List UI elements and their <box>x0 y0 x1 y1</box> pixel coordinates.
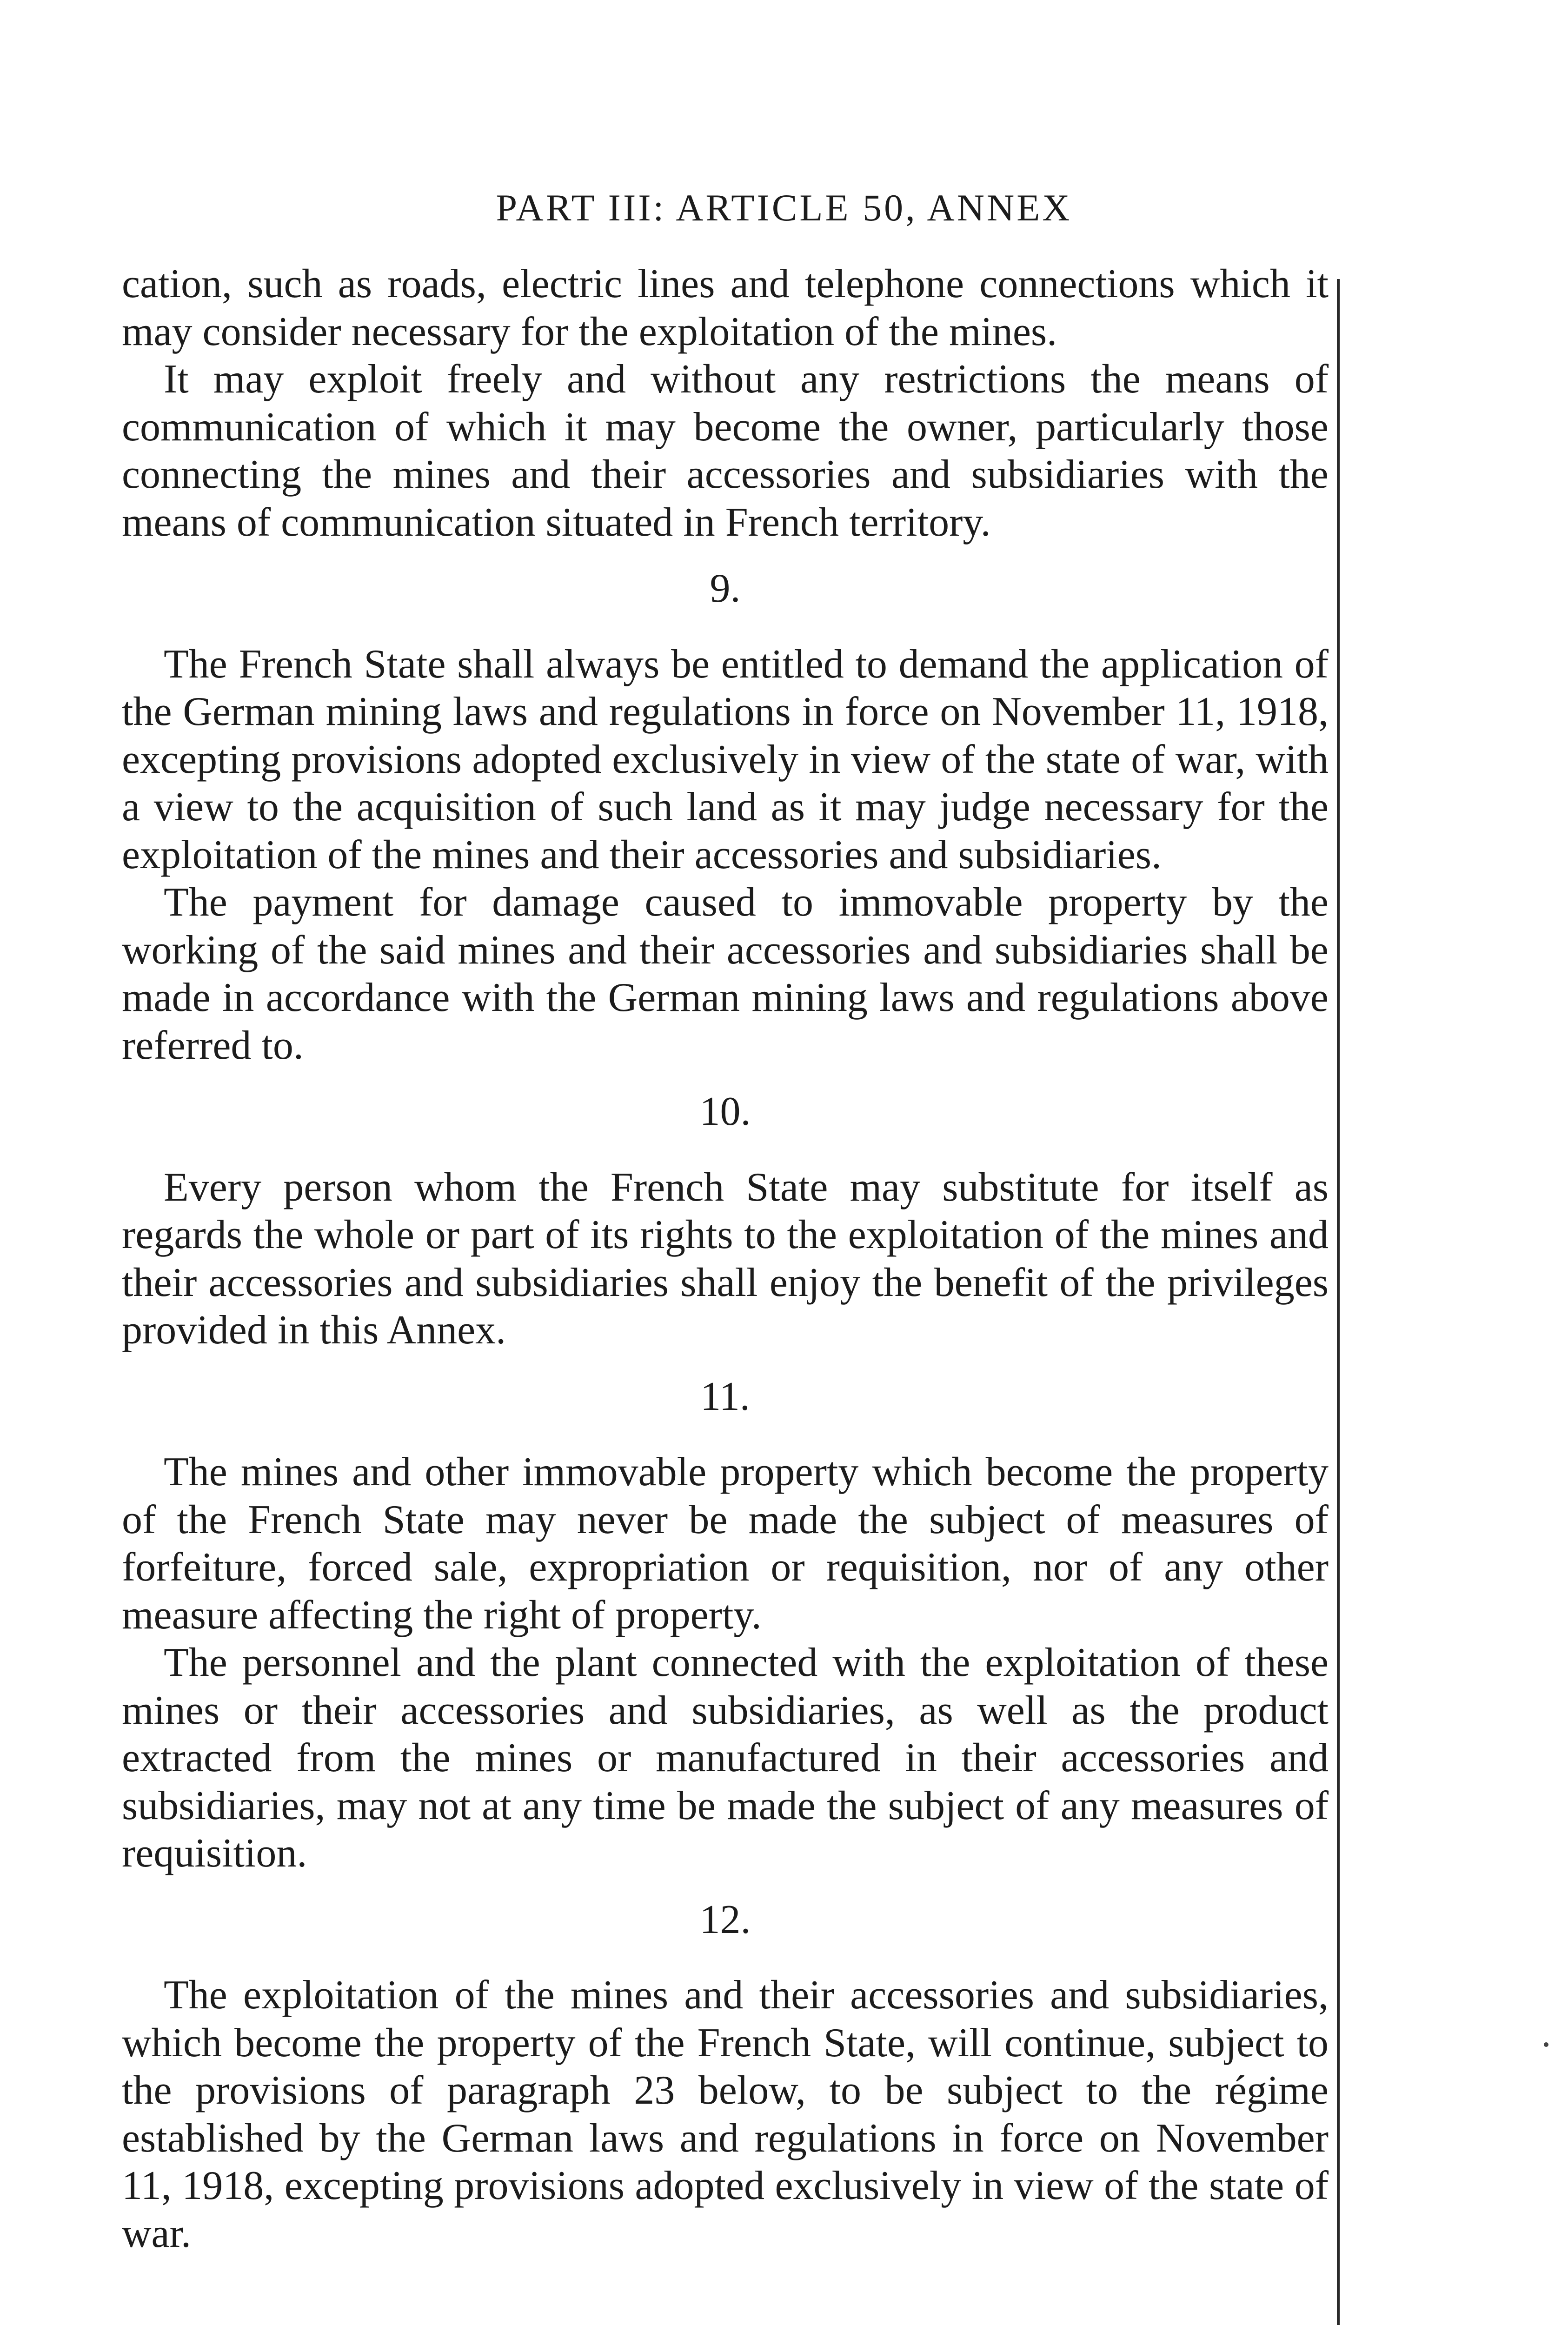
paragraph: The French State shall always be entitled to demand the application of the German mining laws and regulations in force on November 11, 1918, excepting provisions adopted exclusively in view of the state of war, with a view to the acquisition of such land as it may judge necessary for the exploitation of the mines and their accessories and subsidiaries. <box>122 641 1329 877</box>
paragraph: Every person whom the French State may substitute for itself as regards the whole or part of its rights to the exploitation of the mines and their accessories and subsidiaries shall enjoy the benefit of the privileges provided in this Annex. <box>122 1164 1329 1353</box>
body-text <box>122 260 1329 2258</box>
section-number: 10. <box>699 1089 751 1134</box>
paragraph: The payment for damage caused to immovable property by the working of the said mines and their accessories and subsidiaries shall be made in accordance with the German mining laws and regulations above referred to. <box>122 880 1329 1068</box>
section-number: 11. <box>700 1374 750 1419</box>
paragraph: The exploitation of the mines and their accessories and subsidiaries, which become the property of the French State, will continue, subject to the provisions of paragraph 23 below, to be subject to the régime established by the German laws and regulations in force on November 11, 1918, excepting provisions adopted exclusively in view of the state of war. <box>122 1973 1329 2256</box>
paragraph: The mines and other immovable property which become the property of the French State may never be made the subject of measures of forfeiture, forced sale, expropriation or requisition, nor of any other measure affecting the right of property. <box>122 1449 1329 1638</box>
paragraph: The personnel and the plant connected with the exploitation of these mines or their accessories and subsidiaries, as well as the product extracted from the mines or manufactured in their accessories and subsidiaries, may not at any time be made the subject of any measures of requisition. <box>122 1640 1329 1876</box>
scan-speck <box>1544 2042 1548 2047</box>
paragraph: It may exploit freely and without any restrictions the means of communication of which it may become the owner, particularly those connecting the mines and their accessories and subsidiaries with the means of communication situated in French territory. <box>122 357 1329 545</box>
running-head: PART III: ARTICLE 50, ANNEX <box>496 186 1072 229</box>
paragraph: cation, such as roads, electric lines and telephone connections which it may consider necessary for the exploitation of the mines. <box>122 261 1329 354</box>
section-number: 12. <box>699 1897 751 1942</box>
margin-rule <box>1337 279 1340 2325</box>
section-number: 9. <box>710 566 741 611</box>
